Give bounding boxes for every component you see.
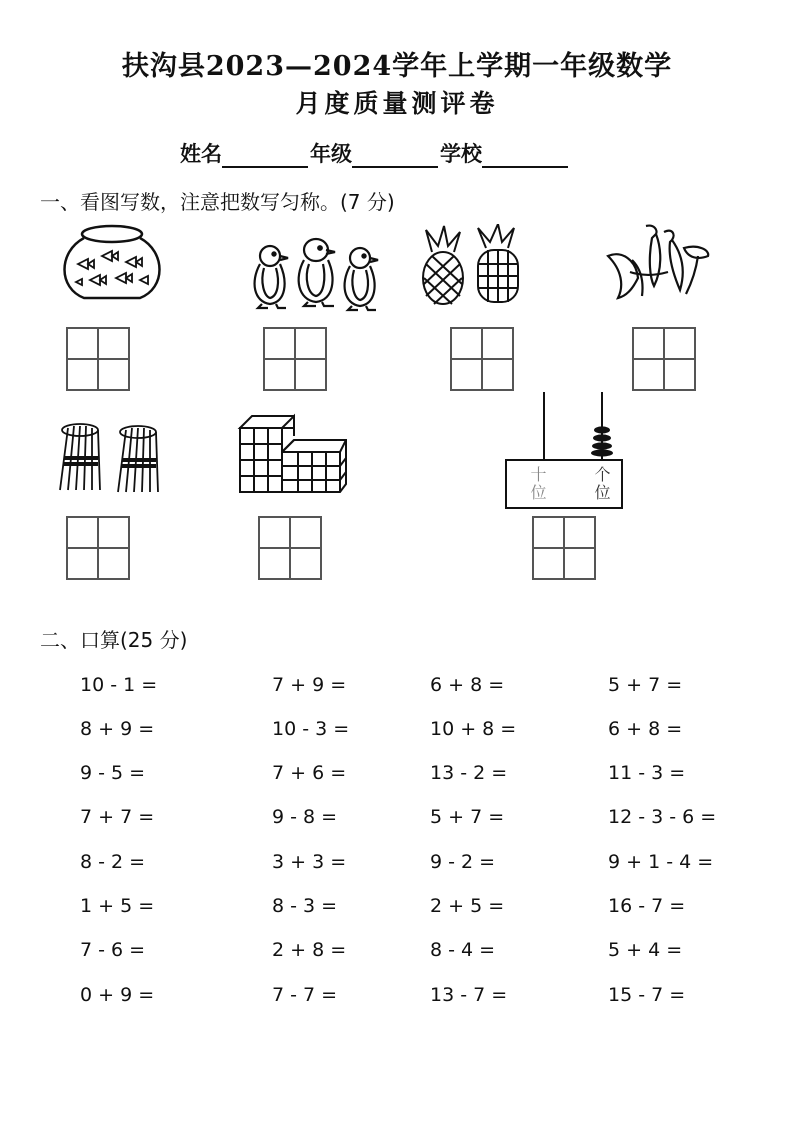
arithmetic-problem[interactable]: 11 - 3 = <box>608 762 686 784</box>
cubes-icon <box>236 408 352 494</box>
arithmetic-problem[interactable]: 3 + 3 = <box>272 851 347 873</box>
arithmetic-problem[interactable]: 9 - 2 = <box>430 851 496 873</box>
arithmetic-problem[interactable]: 10 + 8 = <box>430 718 517 740</box>
arithmetic-problem[interactable]: 5 + 7 = <box>430 806 505 828</box>
fishbowl-icon <box>56 222 168 304</box>
arithmetic-problem[interactable]: 13 - 2 = <box>430 762 508 784</box>
grade-label: 年级 <box>310 142 352 166</box>
answer-box-cubes[interactable] <box>258 516 322 580</box>
arithmetic-problem[interactable]: 5 + 7 = <box>608 674 683 696</box>
arithmetic-problem[interactable]: 8 + 9 = <box>80 718 155 740</box>
arithmetic-problem[interactable]: 8 - 3 = <box>272 895 338 917</box>
name-label: 姓名 <box>180 142 222 166</box>
answer-box-pineapples[interactable] <box>450 327 514 391</box>
arithmetic-problem[interactable]: 7 - 6 = <box>80 939 146 961</box>
arithmetic-problem[interactable]: 7 - 7 = <box>272 984 338 1006</box>
arithmetic-problem[interactable]: 2 + 8 = <box>272 939 347 961</box>
answer-box-sticks[interactable] <box>66 516 130 580</box>
arithmetic-problem[interactable]: 9 + 1 - 4 = <box>608 851 714 873</box>
penguins-icon <box>246 236 382 314</box>
abacus-tens-label: 十位 <box>528 466 547 502</box>
arithmetic-problem[interactable]: 9 - 5 = <box>80 762 146 784</box>
arithmetic-problem[interactable]: 15 - 7 = <box>608 984 686 1006</box>
abacus-ones-label: 个位 <box>592 466 611 502</box>
grade-blank[interactable] <box>352 146 438 168</box>
answer-box-abacus[interactable] <box>532 516 596 580</box>
arithmetic-problem[interactable]: 7 + 7 = <box>80 806 155 828</box>
arithmetic-problem[interactable]: 16 - 7 = <box>608 895 686 917</box>
arithmetic-problem[interactable]: 8 - 2 = <box>80 851 146 873</box>
school-blank[interactable] <box>482 146 568 168</box>
arithmetic-problem[interactable]: 6 + 8 = <box>608 718 683 740</box>
answer-box-penguins[interactable] <box>263 327 327 391</box>
arithmetic-problem[interactable]: 0 + 9 = <box>80 984 155 1006</box>
arithmetic-problem[interactable]: 2 + 5 = <box>430 895 505 917</box>
answer-box-fishbowl[interactable] <box>66 327 130 391</box>
arithmetic-problem[interactable]: 1 + 5 = <box>80 895 155 917</box>
arithmetic-problem[interactable]: 7 + 9 = <box>272 674 347 696</box>
answer-box-peppers[interactable] <box>632 327 696 391</box>
arithmetic-problem[interactable]: 13 - 7 = <box>430 984 508 1006</box>
arithmetic-problem[interactable]: 6 + 8 = <box>430 674 505 696</box>
arithmetic-problem[interactable]: 9 - 8 = <box>272 806 338 828</box>
arithmetic-problem[interactable]: 8 - 4 = <box>430 939 496 961</box>
arithmetic-problem[interactable]: 10 - 1 = <box>80 674 158 696</box>
stick-bundles-icon <box>54 422 166 494</box>
school-label: 学校 <box>440 142 482 166</box>
student-info-row <box>180 138 570 168</box>
arithmetic-problem[interactable]: 7 + 6 = <box>272 762 347 784</box>
exam-title-line1: 扶沟县2023—2024学年上学期一年级数学 <box>121 51 673 82</box>
peppers-icon <box>602 220 712 300</box>
pineapples-icon <box>416 224 528 306</box>
arithmetic-problem[interactable]: 10 - 3 = <box>272 718 350 740</box>
exam-title-line2: 月度质量测评卷 <box>295 89 499 118</box>
name-blank[interactable] <box>222 146 308 168</box>
arithmetic-problem[interactable]: 12 - 3 - 6 = <box>608 806 717 828</box>
section2-heading: 二、口算(25 分) <box>40 628 188 652</box>
arithmetic-problem[interactable]: 5 + 4 = <box>608 939 683 961</box>
section1-heading: 一、看图写数，注意把数写匀称。(7 分) <box>40 190 395 214</box>
